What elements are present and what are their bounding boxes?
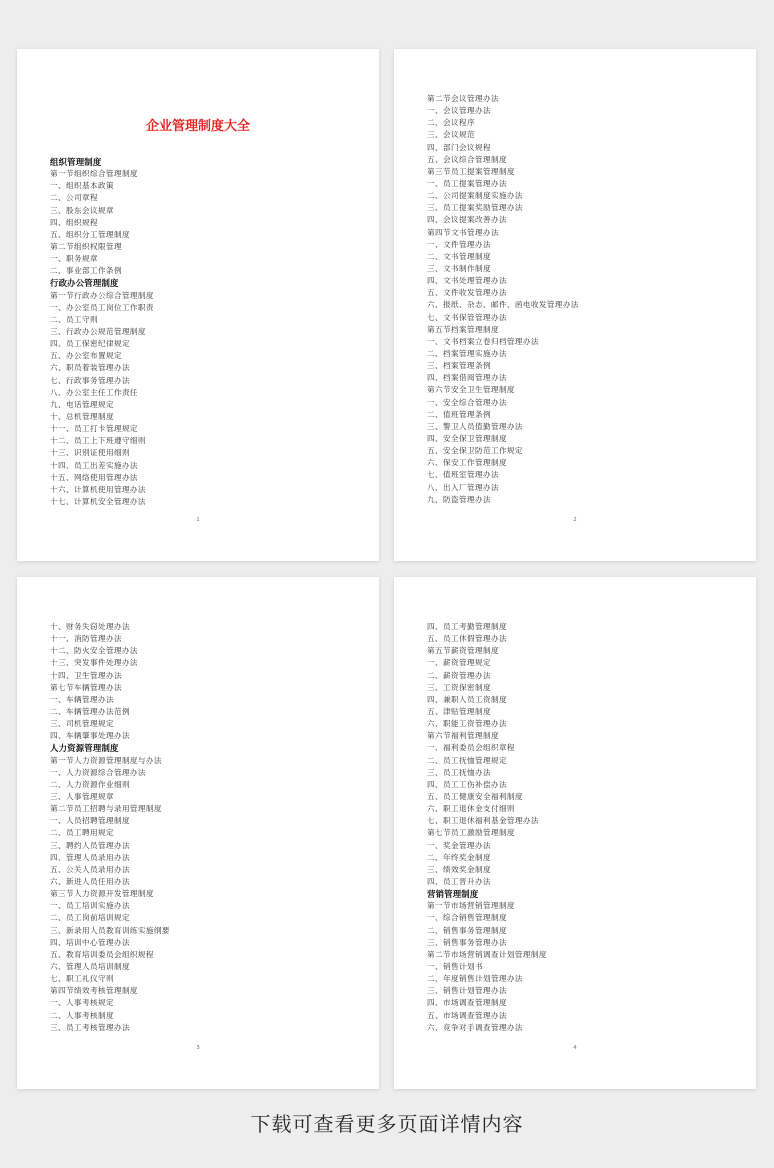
toc-line: 一、福利委员会组织章程 [427, 743, 515, 753]
toc-line: 二、档案管理实施办法 [427, 348, 507, 358]
toc-line: 九、防盗管理办法 [427, 494, 491, 504]
toc-line: 三、新录用人员教育训练实施纲要 [50, 925, 170, 935]
toc-line: 四、车辆肇事处理办法 [50, 731, 130, 741]
toc-line: 五、教育培训委员会组织规程 [50, 949, 154, 959]
toc-line: 七、值班室管理办法 [427, 470, 499, 480]
toc-line: 五、公关人员录用办法 [50, 864, 130, 874]
toc-line: 三、人事管理规章 [50, 791, 114, 801]
toc-line: 六、保安工作管理制度 [427, 458, 507, 468]
toc-line: 第二节会议管理办法 [427, 94, 499, 103]
toc-line: 十、财务失窃处理办法 [50, 622, 130, 631]
toc-line: 二、人力资源作业细则 [50, 779, 130, 789]
toc-line: 二、事业部工作条例 [50, 266, 122, 276]
toc-line: 第三节员工提案管理制度 [427, 166, 515, 176]
toc-line: 五、安全保卫防范工作规定 [427, 446, 523, 456]
toc-line: 三、股东会议规章 [50, 205, 114, 215]
toc-line: 第二节市场营销调查计划管理制度 [427, 949, 547, 959]
toc-line: 第六节安全卫生管理制度 [427, 385, 515, 395]
toc-line: 第六节福利管理制度 [427, 731, 499, 741]
toc-line: 一、员工提案管理办法 [427, 178, 507, 188]
toc-line: 三、行政办公规范管理制度 [50, 326, 146, 336]
toc-line: 一、文件管理办法 [427, 239, 491, 249]
toc-line: 三、档案管理条例 [427, 361, 491, 371]
toc-line: 一、职务规章 [50, 254, 98, 264]
toc-line: 二、员工守则 [50, 314, 98, 324]
toc-line: 五、员工休假管理办法 [427, 634, 507, 644]
page-number: 1 [196, 517, 200, 523]
download-prompt-text: 下载可查看更多页面详情内容 [250, 1112, 524, 1136]
toc-line: 十二、员工上下班遵守细则 [50, 436, 146, 446]
toc-line: 八、办公室主任工作责任 [50, 387, 138, 397]
toc-line: 六、职工退休金支付细则 [427, 804, 515, 814]
toc-line: 五、文件收发管理办法 [427, 288, 507, 298]
toc-line: 五、办公室布置规定 [50, 351, 122, 361]
toc-line: 九、电话管理规定 [50, 399, 114, 409]
toc-line: 十七、计算机安全管理办法 [50, 496, 146, 506]
document-page-4 [394, 577, 756, 1089]
toc-line: 二、文书管理制度 [427, 251, 491, 261]
toc-line: 第五节薪资管理制度 [427, 646, 499, 656]
toc-line: 四、兼职人员工资制度 [427, 694, 507, 704]
toc-line: 第七节员工激励管理制度 [427, 828, 515, 838]
toc-line: 二、车辆管理办法范例 [50, 706, 130, 716]
toc-line: 七、职工退休福利基金管理办法 [427, 816, 539, 826]
toc-line: 十五、网络使用管理办法 [50, 472, 138, 482]
toc-line: 七、行政事务管理办法 [50, 375, 130, 385]
toc-line: 第二节员工招聘与录用管理制度 [50, 804, 162, 814]
toc-line: 十四、卫生管理办法 [50, 670, 122, 680]
toc-line: 第一节市场营销管理制度 [427, 901, 515, 911]
toc-line: 四、文书处理管理办法 [427, 276, 507, 286]
toc-line: 四、员工考勤管理制度 [427, 622, 507, 631]
toc-line: 四、安全保卫管理制度 [427, 433, 507, 443]
toc-line: 五、员工健康安全福利制度 [427, 791, 523, 801]
toc-line: 五、会议综合管理制度 [427, 154, 507, 164]
page-3-content [50, 621, 369, 1034]
toc-line: 五、津贴管理制度 [427, 706, 491, 716]
toc-line: 三、销售计划管理办法 [427, 986, 507, 996]
toc-line: 二、年度销售计划管理办法 [427, 974, 523, 984]
toc-line: 三、聘约人员管理办法 [50, 840, 130, 850]
toc-line: 一、车辆管理办法 [50, 694, 114, 704]
toc-line: 一、人事考核规定 [50, 998, 114, 1008]
page-1-content [50, 156, 369, 508]
document-page-2 [394, 49, 756, 561]
toc-line: 第五节档案管理制度 [427, 324, 499, 334]
toc-line: 十三、突发事件处理办法 [50, 658, 138, 668]
toc-line: 四、员工工伤补偿办法 [427, 779, 507, 789]
page-number: 2 [573, 517, 577, 523]
toc-line: 四、市场调查管理制度 [427, 998, 507, 1008]
document-title: 企业管理制度大全 [145, 119, 250, 134]
toc-line: 十一、员工打卡管理规定 [50, 424, 138, 434]
toc-line: 二、员工岗前培训规定 [50, 913, 130, 923]
toc-line: 十三、识别证使用细则 [50, 448, 130, 458]
toc-line: 六、管理人员培训制度 [50, 961, 130, 971]
toc-line: 四、培训中心管理办法 [50, 937, 130, 947]
toc-line: 一、奖金管理办法 [427, 840, 491, 850]
toc-line: 十二、防火安全管理办法 [50, 646, 138, 656]
toc-line: 六、竞争对手调查管理办法 [427, 1022, 523, 1032]
toc-line: 第七节车辆管理办法 [50, 682, 122, 692]
toc-line: 一、薪资管理规定 [427, 658, 491, 668]
toc-line: 第一节组织综合管理制度 [50, 169, 138, 179]
section-heading: 营销管理制度 [427, 889, 479, 900]
toc-line: 第四节绩效考核管理制度 [50, 986, 138, 996]
toc-line: 三、会议规范 [427, 130, 475, 140]
section-heading: 人力资源管理制度 [50, 743, 119, 754]
toc-line: 第二节组织权限管理 [50, 241, 122, 251]
toc-line: 十四、员工出差实施办法 [50, 460, 138, 470]
toc-line: 三、销售事务管理办法 [427, 937, 507, 947]
toc-line: 二、年终奖金制度 [427, 852, 491, 862]
toc-line: 四、员工保密纪律规定 [50, 339, 130, 349]
toc-line: 十六、计算机使用管理办法 [50, 484, 146, 494]
toc-line: 二、员工抚恤管理规定 [427, 755, 507, 765]
page-4-content [427, 621, 746, 1034]
toc-line: 一、文书档案立卷归档管理办法 [427, 336, 539, 346]
toc-line: 四、员工晋升办法 [427, 876, 491, 886]
toc-line: 二、值班管理条例 [427, 409, 491, 419]
toc-line: 二、人事考核制度 [50, 1010, 114, 1020]
toc-line: 二、员工聘用规定 [50, 828, 114, 838]
toc-line: 一、员工培训实施办法 [50, 901, 130, 911]
page-number: 4 [573, 1045, 577, 1051]
toc-line: 一、人力资源综合管理办法 [50, 767, 146, 777]
toc-line: 五、组织分工管理制度 [50, 229, 130, 239]
toc-line: 十一、消防管理办法 [50, 634, 122, 644]
toc-line: 三、员工抚恤办法 [427, 767, 491, 777]
document-page-3 [17, 577, 379, 1089]
toc-line: 六、报纸、杂志、邮件、函电收发管理办法 [427, 300, 579, 310]
toc-line: 四、组织规程 [50, 217, 98, 227]
toc-line: 一、办公室员工岗位工作职责 [50, 302, 154, 312]
toc-line: 二、薪资管理办法 [427, 670, 491, 680]
toc-line: 六、新进人员任用办法 [50, 876, 130, 886]
toc-line: 三、绩效奖金制度 [427, 864, 491, 874]
toc-line: 三、警卫人员值勤管理办法 [427, 421, 523, 431]
toc-line: 六、职能工资管理办法 [427, 719, 507, 729]
toc-line: 第一节行政办公综合管理制度 [50, 290, 154, 300]
toc-line: 三、员工考核管理办法 [50, 1022, 130, 1032]
toc-line: 二、会议程序 [427, 118, 475, 128]
section-heading: 行政办公管理制度 [50, 278, 119, 289]
toc-line: 二、销售事务管理制度 [427, 925, 507, 935]
toc-line: 三、员工提案奖励管理办法 [427, 203, 523, 213]
document-page-1 [17, 49, 379, 561]
toc-line: 三、文书制作制度 [427, 263, 491, 273]
toc-line: 三、工资保密制度 [427, 682, 491, 692]
toc-line: 一、安全综合管理办法 [427, 397, 507, 407]
section-heading: 组织管理制度 [50, 157, 102, 167]
toc-line: 四、部门会议规程 [427, 142, 491, 152]
toc-line: 八、出入厂管理办法 [427, 482, 499, 492]
toc-line: 七、文书保管管理办法 [427, 312, 507, 322]
toc-line: 第四节文书管理办法 [427, 227, 499, 237]
toc-line: 四、会议提案改善办法 [427, 215, 507, 225]
toc-line: 一、销售计划书 [427, 961, 483, 971]
toc-line: 二、公司提案制度实施办法 [427, 191, 523, 201]
toc-line: 一、组织基本政策 [50, 181, 114, 191]
toc-line: 五、市场调查管理办法 [427, 1010, 507, 1020]
toc-line: 三、司机管理规定 [50, 719, 114, 729]
toc-line: 七、职工礼仪守则 [50, 974, 114, 984]
toc-line: 一、综合销售管理制度 [427, 913, 507, 923]
toc-line: 第一节人力资源管理制度与办法 [50, 755, 162, 765]
toc-line: 六、职员着装管理办法 [50, 363, 130, 373]
toc-line: 四、档案借阅管理办法 [427, 373, 507, 383]
toc-line: 第三节人力资源开发管理制度 [50, 889, 154, 899]
toc-line: 十、总机管理制度 [50, 411, 114, 421]
toc-line: 四、管理人员录用办法 [50, 852, 130, 862]
toc-line: 二、公司章程 [50, 193, 98, 203]
page-2-content [427, 93, 746, 506]
toc-line: 一、会议管理办法 [427, 106, 491, 116]
page-number: 3 [196, 1045, 200, 1051]
toc-line: 一、人员招聘管理制度 [50, 816, 130, 826]
